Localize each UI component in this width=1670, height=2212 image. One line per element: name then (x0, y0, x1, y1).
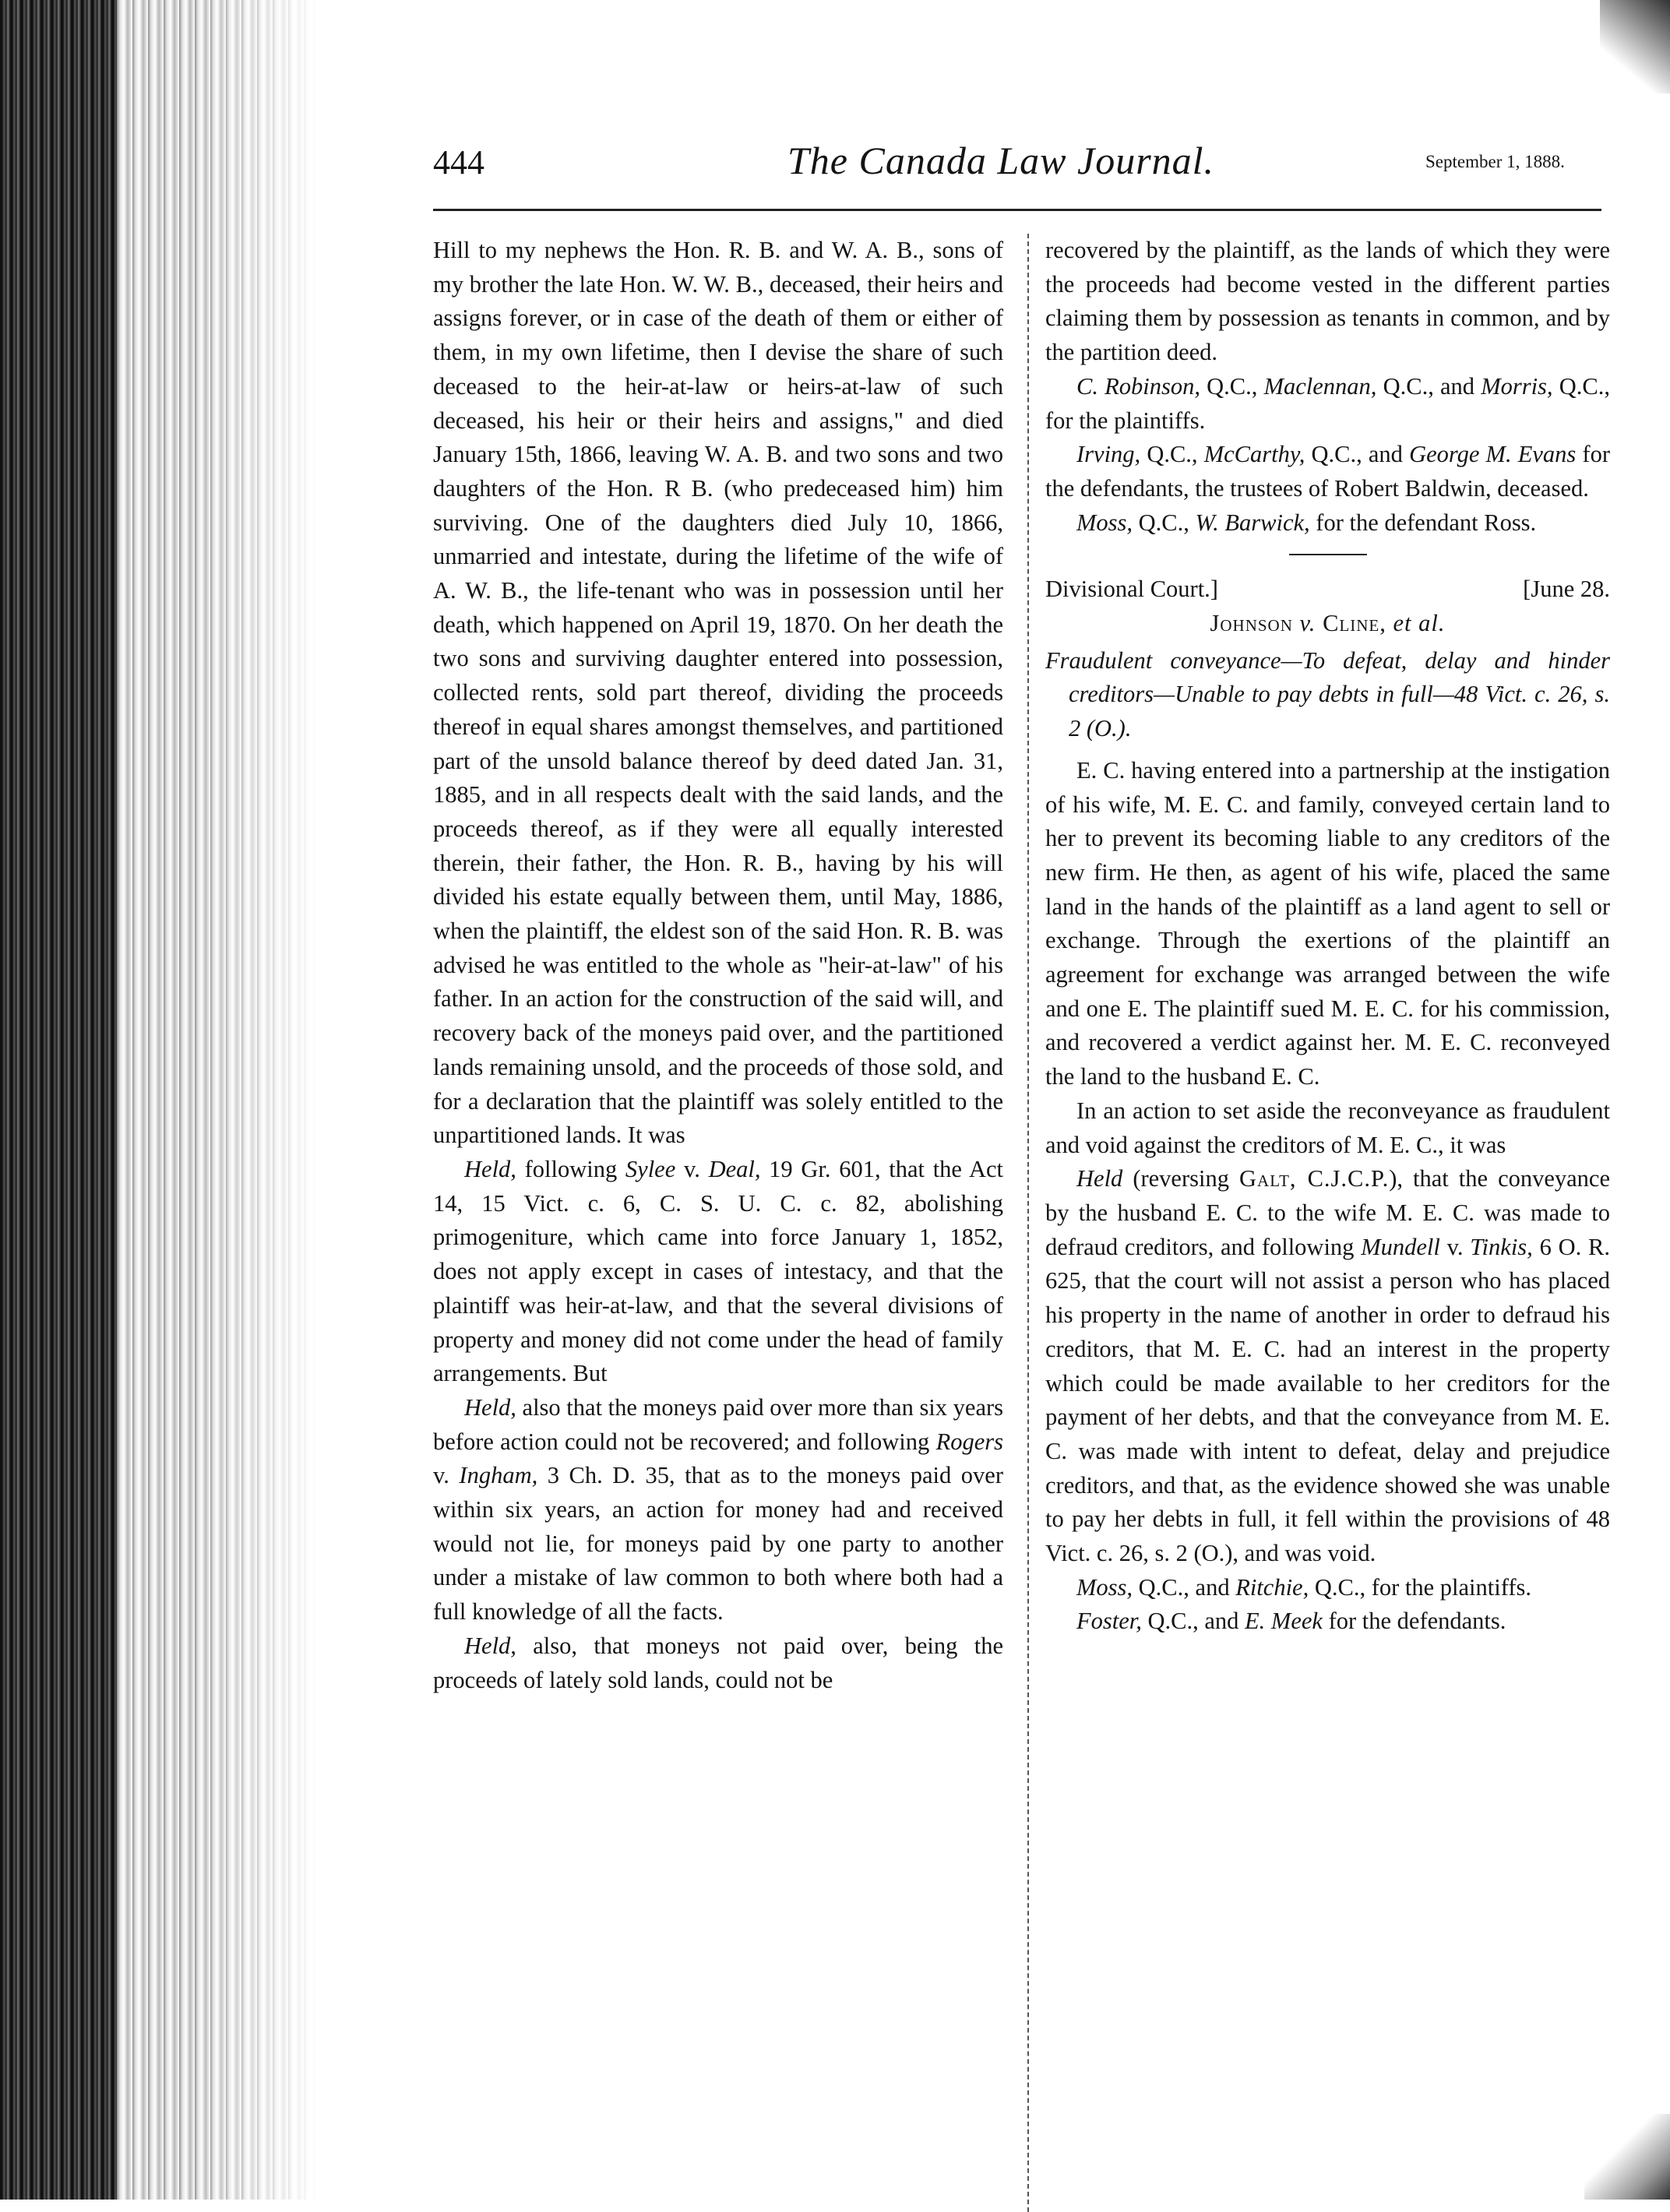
text: 6 O. R. 625, that the court will not assist a person who has placed his property in the name of another in order to defraud his creditors, that M. E. C. had an interest in the property which could be made available to her creditors for the payment of her debts, and that the conveyance from M. E. C. was made with intent to defeat, delay and prejudice creditors, and that, as the evidence showed she was unable to pay her debts in full, it fell within the provisions of 48 Vict. c. 26, s. 2 (O.), and was void. (1045, 1233, 1610, 1567)
text: 3 Ch. D. 35, that as to the moneys paid over within six years, an action for money had and received would not lie, for moneys paid by one party to another under a mistake of law common to both where both had a full knowledge of all the facts. (433, 1462, 1003, 1626)
text: 19 Gr. 601, that the Act 14, 15 Vict. c. 6, C. S. U. C. c. 82, abolishing primogeniture, which came into force January 1, 1852, does not apply except in cases of intestacy, and that the plaintiff was heir-at-law, and that the several divisions of property and money did not come under the head of family arrangements. But (433, 1155, 1003, 1387)
column-divider (1027, 234, 1029, 2212)
scan-corner-bottom-right (1584, 2114, 1670, 2200)
scan-corner-top-right (1600, 0, 1670, 93)
text: et al. (1386, 610, 1446, 637)
text: Q.C., and (1305, 441, 1410, 468)
decision-date: [June 28. (1523, 576, 1610, 603)
case-name: Ingham, (459, 1462, 538, 1489)
counsel-name: Foster, (1076, 1608, 1142, 1635)
case-name: Tinkis, (1470, 1233, 1533, 1260)
counsel-name: E. Meek (1245, 1608, 1323, 1635)
counsel-name: George M. Evans (1409, 441, 1577, 468)
counsel-name: Maclennan, (1263, 372, 1377, 400)
text: for the defendants. (1322, 1608, 1506, 1635)
paragraph: recovered by the plaintiff, as the lands of which they were the proceeds had become vested in the different parties claiming them by possession as tenants in common, and by the partition deed. (1045, 237, 1610, 366)
text: Q.C., (1200, 372, 1264, 400)
case-title (1045, 607, 1610, 641)
counsel-line (1045, 506, 1610, 541)
counsel-name: Ritchie, (1235, 1573, 1309, 1601)
issue-date: September 1, 1888. (1425, 152, 1565, 171)
text: ), that the conveyance by the husband E. C. to the wife M. E. C. was made to defraud creditors, and following (1045, 1165, 1611, 1260)
held-paragraph (433, 1391, 1003, 1629)
text: for the defendant Ross. (1309, 509, 1537, 536)
text: Q.C., and (1376, 372, 1482, 400)
court-name: Divisional Court.] (1045, 576, 1218, 603)
page-number: 444 (433, 143, 484, 181)
text: v. (1439, 1233, 1471, 1260)
counsel-name: Moss, (1076, 509, 1133, 536)
page-header (433, 136, 1601, 191)
text: v. (433, 1462, 460, 1489)
counsel-name: Moss, (1076, 1573, 1133, 1601)
counsel-line (1045, 1571, 1610, 1605)
counsel-name: Irving, (1076, 441, 1141, 468)
journal-title: The Canada Law Journal. (787, 139, 1215, 182)
counsel-line (1045, 438, 1610, 505)
held-label: Held, (464, 1632, 516, 1659)
held-label: Held (1076, 1165, 1123, 1192)
held-label: Held, (464, 1155, 516, 1182)
text: Q.C., for the plaintiffs. (1309, 1573, 1531, 1601)
counsel-line (1045, 370, 1610, 438)
counsel-line (1045, 1604, 1610, 1639)
left-column (433, 234, 1003, 1697)
held-paragraph (1045, 1162, 1610, 1570)
section-separator (1289, 554, 1367, 555)
case-name: Rogers (935, 1428, 1003, 1455)
court-line (1045, 572, 1610, 607)
text: also that the moneys paid over more than six years before action could not be recovered; and following (433, 1393, 1004, 1455)
held-label: Held, (464, 1393, 516, 1421)
counsel-name: C. Robinson, (1076, 372, 1200, 400)
headnote: Fraudulent conveyance—To defeat, delay and hinder creditors—Unable to pay debts in full—48 Vict. c. 26, s. 2 (O.). (1045, 646, 1610, 742)
text: Q.C., and (1133, 1573, 1236, 1601)
paragraph: In an action to set aside the reconveyance as fraudulent and void against the creditors of M. E. C., it was (1045, 1097, 1610, 1158)
judge-name: Galt, C.J.C.P. (1239, 1165, 1390, 1192)
counsel-name: W. Barwick, (1195, 509, 1310, 536)
header-rule (433, 209, 1601, 211)
case-name: Sylee (625, 1155, 676, 1182)
case-name: Deal, (708, 1155, 761, 1182)
party-name: Johnson (1210, 610, 1293, 637)
counsel-name: McCarthy, (1203, 441, 1305, 468)
text: also, that moneys not paid over, being the proceeds of lately sold lands, could not be (433, 1632, 1003, 1693)
text: (reversing (1122, 1165, 1239, 1192)
text: following (516, 1155, 625, 1182)
text: Q.C., for the plaintiffs. (1045, 372, 1610, 434)
paragraph: E. C. having entered into a partnership at the instigation of his wife, M. E. C. and family, conveyed certain land to her to prevent its becoming liable to any creditors of the new firm. He then, as agent of his wife, placed the same land in the hands of the plaintiff as a land agent to sell or exchange. Through the exertions of the plaintiff an agreement for exchange was arranged between the wife and one E. The plaintiff sued M. E. C. for his commission, and recovered a verdict against her. M. E. C. reconveyed the land to the husband E. C. (1045, 756, 1610, 1090)
book-binding-shadow (0, 0, 117, 2200)
text: v. (1292, 610, 1323, 637)
text: v. (675, 1155, 709, 1182)
case-name: Mundell (1361, 1233, 1440, 1260)
paragraph: Hill to my nephews the Hon. R. B. and W. A. B., sons of my brother the late Hon. W. W. B., deceased, their heirs and assigns forever, or in case of the death of them or either of them, in my own lifetime, then I devise the share of such deceased to the heir-at-law or heirs-at-law of such deceased, his heir or their heirs and assigns," and died January 15th, 1866, leaving W. A. B. and two sons and two daughters of the Hon. R B. (who predeceased him) him surviving. One of the daughters died July 10, 1866, unmarried and intestate, during the lifetime of the wife of A. W. B., the life-tenant who was in possession until her death, which happened on April 19, 1870. On her death the two sons and surviving daughter entered into possession, collected rents, sold part thereof, dividing the proceeds thereof in equal shares amongst themselves, and partitioned part of the unsold balance thereof by deed dated Jan. 31, 1885, and in all respects dealt with the said lands, and the proceeds thereof, as if they were all equally interested therein, their father, the Hon. R. B., having by his will divided his estate equally between them, until May, 1886, when the plaintiff, the eldest son of the said Hon. R. B. was advised he was entitled to the whole as "heir-at-law" of his father. In an action for the construction of the said will, and recovery back of the moneys paid over, and the partitioned lands remaining unsold, and the proceeds of those sold, and for a declaration that the plaintiff was solely entitled to the unpartitioned lands. It was (433, 237, 1003, 1149)
page-edge-shadow (117, 0, 319, 2200)
held-paragraph (433, 1629, 1003, 1697)
text: Q.C., (1140, 441, 1204, 468)
text: Q.C., and (1141, 1608, 1245, 1635)
text: Q.C., (1133, 509, 1196, 536)
right-column (1045, 234, 1610, 1639)
party-name: Cline, (1323, 610, 1386, 637)
text: for the defendants, the trustees of Robert Baldwin, deceased. (1045, 441, 1610, 502)
held-paragraph (433, 1153, 1003, 1391)
counsel-name: Morris, (1481, 372, 1553, 400)
